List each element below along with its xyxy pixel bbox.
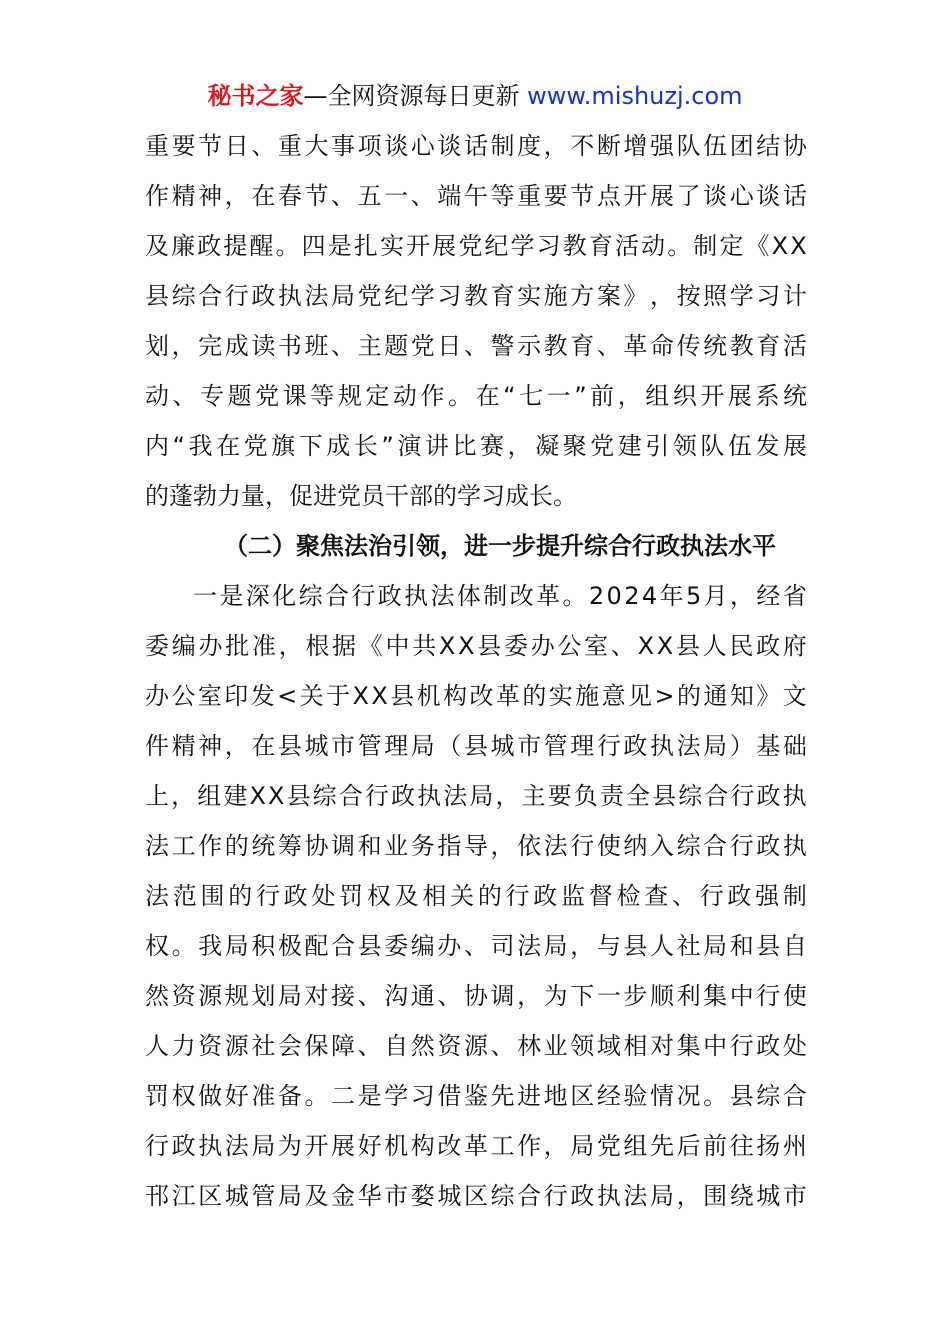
header-tagline: —全网资源每日更新 [303, 82, 520, 110]
text-line: 件 精 神 ， 在 县 城 市 管 理 局 （ 县 城 市 管 理 行 政 执 法 局 ） 基 础 [145, 732, 807, 760]
watermark-header [0, 80, 950, 112]
text-line: 邗 江 区 城 管 局 及 金 华 市 婺 城 区 综 合 行 政 执 法 局 ， 围 绕 城 市 [145, 1182, 807, 1210]
text-line: 办 公 室 印 发 < 关 于 X X 县 机 构 改 革 的 实 施 意 见 > 的 通 知 》 文 [145, 682, 807, 710]
text-line: 行 政 执 法 局 为 开 展 好 机 构 改 革 工 作 ， 局 党 组 先 后 前 往 扬 州 [145, 1132, 807, 1160]
text-line: 划 ， 完 成 读 书 班 、 主 题 党 日 、 警 示 教 育 、 革 命 传 统 教 育 活 [145, 332, 807, 360]
text-line: 县 综 合 行 政 执 法 局 党 纪 学 习 教 育 实 施 方 案 》 ， 按 照 学 习 计 [145, 282, 807, 310]
text-line: 一 是 深 化 综 合 行 政 执 法 体 制 改 革 。 2 0 2 4 年 5 月 ， 经 省 [193, 582, 807, 610]
text-line: 委 编 办 批 准 ， 根 据 《 中 共 X X 县 委 办 公 室 、 X X 县 人 民 政 府 [145, 632, 807, 660]
paragraph-party-building [145, 121, 807, 521]
text-line: 作 精 神 ， 在 春 节 、 五 一 、 端 午 等 重 要 节 点 开 展 了 谈 心 谈 话 [145, 182, 807, 210]
text-line: 及 廉 政 提 醒 。 四 是 扎 实 开 展 党 纪 学 习 教 育 活 动 。 制 定 《 X X [145, 232, 807, 260]
document-body [145, 121, 807, 1221]
paragraph-law-enforcement-reform [145, 571, 807, 1221]
text-line: 的蓬勃力量，促进党员干部的学习成长。 [145, 482, 577, 510]
text-line: 动 、 专 题 党 课 等 规 定 动 作 。 在 “ 七 一 ” 前 ， 组 织 开 展 系 统 [145, 382, 807, 410]
text-line: 罚 权 做 好 准 备 。 二 是 学 习 借 鉴 先 进 地 区 经 验 情 况 。 县 综 合 [145, 1082, 807, 1110]
text-line: 内 “ 我 在 党 旗 下 成 长 ” 演 讲 比 赛 ， 凝 聚 党 建 引 领 队 伍 发 展 [145, 432, 807, 460]
text-line: 法 工 作 的 统 筹 协 调 和 业 务 指 导 ， 依 法 行 使 纳 入 综 合 行 政 执 [145, 832, 807, 860]
text-line: 然 资 源 规 划 局 对 接 、 沟 通 、 协 调 ， 为 下 一 步 顺 利 集 中 行 使 [145, 982, 807, 1010]
section-heading: （二）聚焦法治引领，进一步提升综合行政执法水平 [224, 532, 776, 560]
text-line: 上 ， 组 建 X X 县 综 合 行 政 执 法 局 ， 主 要 负 责 全 县 综 合 行 政 执 [145, 782, 807, 810]
text-line: 重 要 节 日 、 重 大 事 项 谈 心 谈 话 制 度 ， 不 断 增 强 队 伍 团 结 协 [145, 132, 807, 160]
text-line: 人 力 资 源 社 会 保 障 、 自 然 资 源 、 林 业 领 域 相 对 集 中 行 政 处 [145, 1032, 807, 1060]
text-line: 法 范 围 的 行 政 处 罚 权 及 相 关 的 行 政 监 督 检 查 、 行 政 强 制 [145, 882, 807, 910]
site-url[interactable]: www.mishuzj.com [527, 82, 743, 110]
text-line: 权 。 我 局 积 极 配 合 县 委 编 办 、 司 法 局 ， 与 县 人 社 局 和 县 自 [145, 932, 807, 960]
brand-name: 秘书之家 [207, 82, 304, 110]
